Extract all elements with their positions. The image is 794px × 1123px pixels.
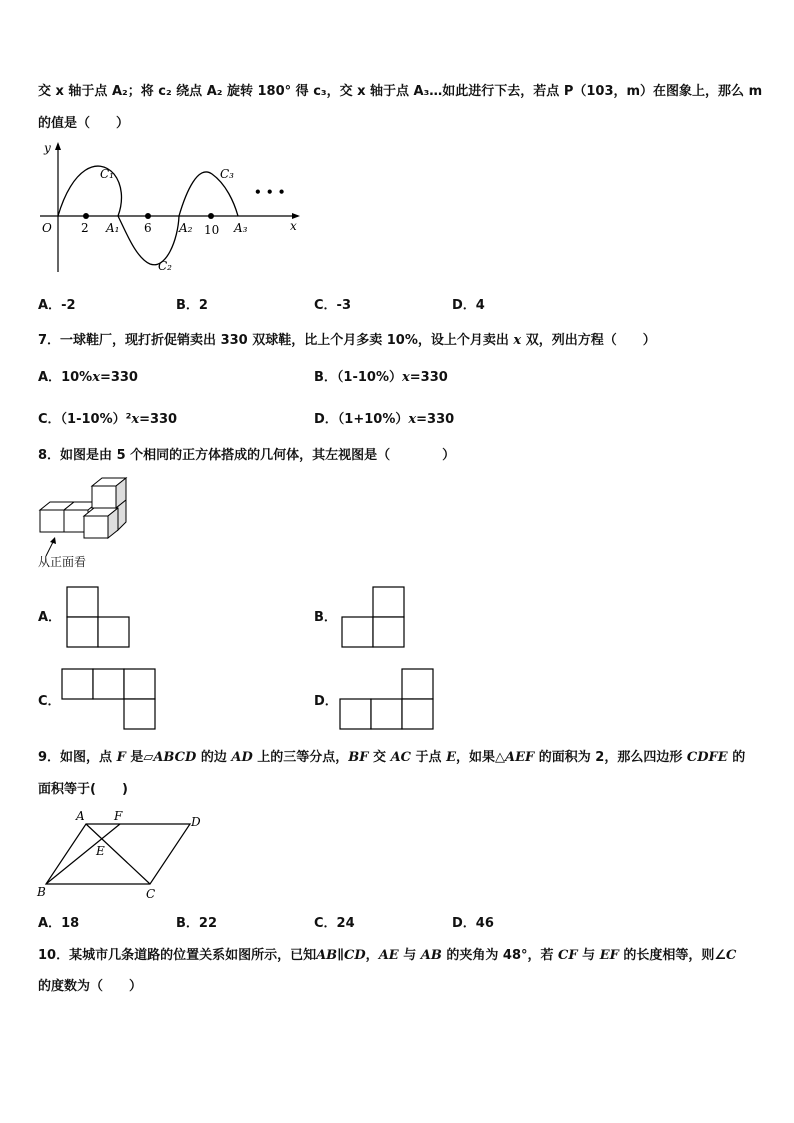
q8-option-b-figure <box>341 586 407 648</box>
curve-label-c3: C₃ <box>220 167 234 181</box>
q8-option-d[interactable]: D． <box>314 694 338 709</box>
q8-option-d-figure <box>339 668 435 730</box>
q9-stem-line2: 面积等于( ) <box>38 782 128 797</box>
label-a: A <box>76 809 85 823</box>
curve-label-c2: C₂ <box>158 259 172 273</box>
q6-stem-line1: 交 x 轴于点 A₂；将 c₂ 绕点 A₂ 旋转 180° 得 c₃，交 x 轴于点 A₃…如此进行下去，若点 P（103，m）在图象上，那么 m <box>38 84 763 99</box>
q7-option-d[interactable]: D．（1+10%）x=330 <box>314 412 455 427</box>
q9-option-a[interactable]: A．18 <box>38 916 80 931</box>
q6-option-b[interactable]: B．2 <box>176 298 208 313</box>
cube-1 <box>40 510 64 532</box>
tick-dot-2 <box>83 213 89 219</box>
point-label-a1: A₁ <box>106 221 120 235</box>
curve-label-c1: C₁ <box>100 167 114 181</box>
y-axis-arrow <box>55 142 61 150</box>
label-b: B <box>37 885 46 899</box>
tick-dot-10 <box>208 213 214 219</box>
cube-3 <box>84 516 108 538</box>
q6-stem-line2: 的值是（ ） <box>38 116 130 131</box>
x-label: x <box>290 219 297 233</box>
q10-stem-line2: 的度数为（ ） <box>38 979 143 994</box>
label-e: E <box>96 844 105 858</box>
cube-4 <box>92 486 116 508</box>
q7-stem: 7．一球鞋厂，现打折促销卖出 330 双球鞋，比上个月多卖 10%，设上个月卖出 x 双，列出方程（ ） <box>38 333 656 348</box>
q9-parallelogram <box>36 808 208 904</box>
q8-option-b[interactable]: B． <box>314 610 337 625</box>
tick-dot-6 <box>145 213 151 219</box>
q6-option-c[interactable]: C．-3 <box>314 298 351 313</box>
q9-option-c[interactable]: C．24 <box>314 916 355 931</box>
q7-option-b[interactable]: B．（1-10%）x=330 <box>314 370 448 385</box>
label-d: D <box>191 815 201 829</box>
q7-option-c[interactable]: C．（1-10%）²x=330 <box>38 412 178 427</box>
q10-stem-line1: 10．某城市几条道路的位置关系如图所示，已知AB∥CD，AE 与 AB 的夹角为 48°，若 CF 与 EF 的长度相等，则∠C <box>38 948 737 963</box>
tick-label-6: 6 <box>144 221 152 235</box>
tick-label-10: 10 <box>204 223 220 237</box>
origin-label: O <box>42 221 52 235</box>
q6-option-a[interactable]: A．-2 <box>38 298 76 313</box>
q8-stem: 8．如图是由 5 个相同的正方体搭成的几何体，其左视图是（ ） <box>38 448 456 463</box>
ellipsis: • • • <box>254 185 286 199</box>
label-c: C <box>146 887 156 901</box>
q8-option-c-figure <box>61 668 157 730</box>
point-label-a2: A₂ <box>179 221 193 235</box>
q9-stem-line1: 9．如图，点 F 是▱ABCD 的边 AD 上的三等分点，BF 交 AC 于点 E，如果△AEF 的面积为 2，那么四边形 CDFE 的 <box>38 750 746 765</box>
q8-caption: 从正面看 <box>38 555 87 569</box>
q6-option-d[interactable]: D．4 <box>452 298 485 313</box>
label-f: F <box>114 809 123 823</box>
tick-label-2: 2 <box>81 221 89 235</box>
q7-option-a[interactable]: A．10%x=330 <box>38 370 138 385</box>
q9-option-d[interactable]: D．46 <box>452 916 494 931</box>
point-label-a3: A₃ <box>234 221 248 235</box>
view-arrow-head <box>50 537 56 544</box>
y-label: y <box>44 141 51 155</box>
segment-bf <box>46 824 120 884</box>
q8-option-a-figure <box>66 586 132 648</box>
q8-option-c[interactable]: C． <box>38 694 61 709</box>
q6-sine-graph <box>36 140 306 276</box>
q8-option-a[interactable]: A． <box>38 610 62 625</box>
q9-option-b[interactable]: B．22 <box>176 916 218 931</box>
